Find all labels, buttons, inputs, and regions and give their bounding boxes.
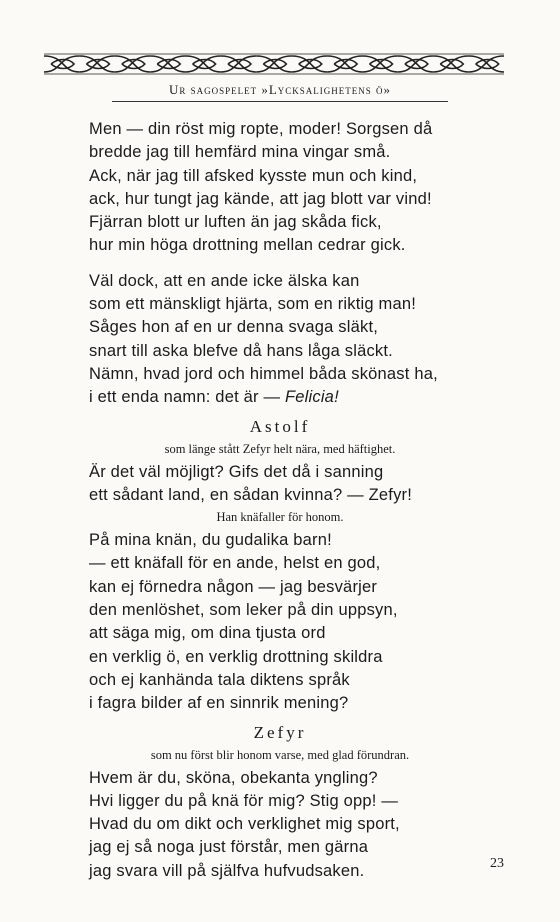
verse-line: Väl dock, att en ande icke älska kan [89, 271, 360, 290]
verse-line: Nämn, hvad jord och himmel båda skönast ha, [89, 364, 438, 383]
verse-line: Hvem är du, sköna, obekanta yngling? [89, 768, 378, 787]
verse-line: ett sådant land, en sådan kvinna? — Zefyr! [89, 485, 413, 504]
verse-line: Men — din röst mig ropte, moder! Sorgsen då [89, 120, 433, 138]
verse-line: ack, hur tungt jag kände, att jag blott var vind! [89, 189, 432, 208]
verse-line: snart till aska blefve då hans låga släckt. [89, 341, 393, 360]
verse-line: som ett mänskligt hjärta, som en riktig man! [89, 295, 416, 314]
speaker-zefyr: Zefyr [253, 722, 307, 742]
verse-line: och ej kanhända tala diktens språk [89, 670, 350, 689]
verse-line: kan ej förnedra någon — jag besvärjer [89, 577, 378, 596]
verse-line: den menlöshet, som leker på din uppsyn, [89, 601, 398, 620]
verse-line: Är det väl möjligt? Gifs det då i sanning [89, 462, 384, 481]
verse-line: jag svara vill på själfva hufvudsaken. [89, 861, 365, 880]
verse-line: Hvad du om dikt och verklighet mig sport, [89, 815, 400, 834]
verse-line: Ack, när jag till afsked kysste mun och kind, [89, 166, 418, 185]
ornament-border-icon [44, 52, 504, 76]
stage-direction: som nu först blir honom varse, med glad förundran. [150, 747, 410, 762]
verse-line: På mina knän, du gudalika barn! [89, 531, 332, 550]
verse-line: Hvi ligger du på knä för mig? Stig opp! — [89, 791, 399, 810]
page-body [89, 118, 489, 883]
page-number: 23 [490, 856, 504, 871]
verse-line: att säga mig, om dina tjusta ord [89, 624, 326, 643]
running-header: Ur sagospelet »Lycksalighetens ö» [168, 82, 392, 97]
speaker-astolf: Astolf [249, 416, 311, 436]
verse-line: hur min höga drottning mellan cedrar gick. [89, 236, 406, 255]
verse-line-italic-name: Felicia! [284, 388, 339, 407]
verse-line: jag ej så noga just förstår, men gärna [89, 838, 369, 857]
verse-line: Fjärran blott ur luften än jag skåda fick, [89, 213, 382, 232]
verse-line: — ett knäfall för en ande, helst en god, [89, 554, 381, 573]
header-rule [112, 101, 448, 102]
verse-line: bredde jag till hemfärd mina vingar små. [89, 143, 391, 162]
verse-line: i fagra bilder af en sinnrik mening? [89, 694, 349, 713]
verse-line: Såges hon af en ur denna svaga släkt, [89, 318, 379, 337]
stage-direction: som länge stått Zefyr helt nära, med häftighet. [164, 441, 396, 456]
stanza-1 [89, 118, 489, 258]
stanza-2 [89, 270, 489, 410]
verse-line: en verklig ö, en verklig drottning skildra [89, 647, 383, 666]
verse-line [89, 386, 489, 409]
verse-line-lead: i ett enda namn: det är — [89, 388, 285, 407]
stage-direction: Han knäfaller för honom. [216, 510, 344, 525]
